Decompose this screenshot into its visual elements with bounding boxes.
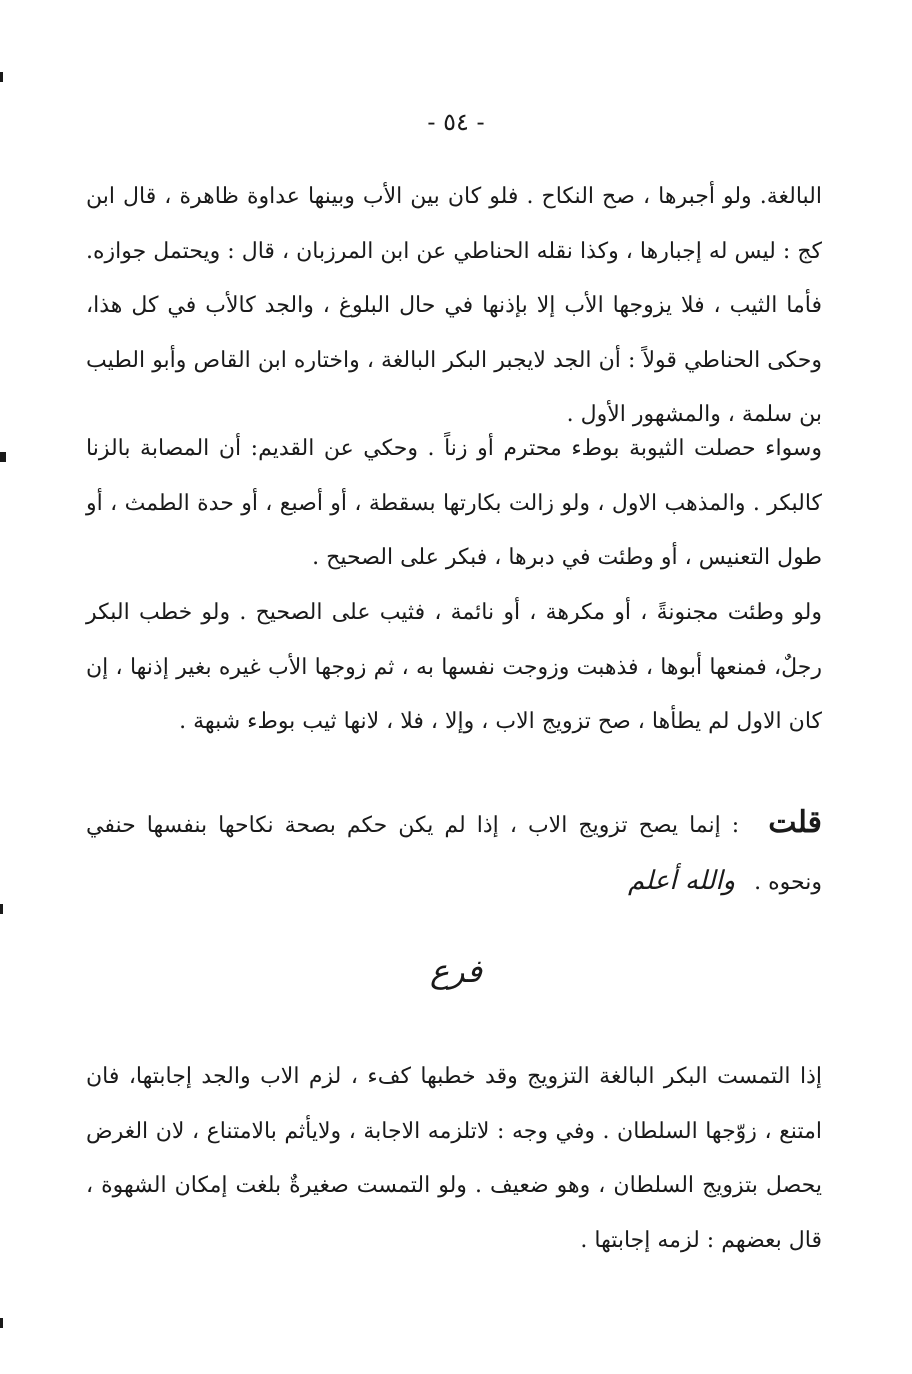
qult-label: قلت	[768, 805, 822, 840]
page-number: - ٥٤ -	[427, 108, 485, 136]
margin-mark	[0, 452, 6, 462]
closing-phrase: والله أعلم	[628, 865, 736, 896]
paragraph-5: إذا التمست البكر البالغة التزويج وقد خطبها كفء ، لزم الاب والجد إجابتها، فان امتنع ، زوّجها السلطان . وفي وجه : لاتلزمه الاجابة ، ولايأثم بالامتناع ، لان الغرض يحصل بتزويج السلطان ، وهو ضعيف . ولو التمست صغيرةٌ بلغت إمكان الشهوة ، قال بعضهم : لزمه إجابتها .	[86, 1064, 822, 1253]
paragraph-1: البالغة. ولو أجبرها ، صح النكاح . فلو كان بين الأب وبينها عداوة ظاهرة ، قال ابن كج : ليس له إجبارها ، وكذا نقله الحناطي عن ابن المرزبان ، قال : ويحتمل جوازه. فأما الثيب ، فلا يزوجها الأب إلا بإذنها في حال البلوغ ، والجد كالأب في كل هذا، وحكى الحناطي قولاً : أن الجد لايجبر البكر البالغة ، واختاره ابن القاص وأبو الطيب بن سلمة ، والمشهور الأول .	[86, 184, 822, 427]
margin-mark	[0, 72, 3, 82]
paragraph-4-body: : إنما يصح تزويج الاب ، إذا لم يكن حكم بصحة نكاحها بنفسها حنفي ونحوه .	[86, 813, 822, 895]
paragraph-3: ولو وطئت مجنونةً ، أو مكرهة ، أو نائمة ، فثيب على الصحيح . ولو خطب البكر رجلٌ، فمنعها أبوها ، فذهبت وزوجت نفسها به ، ثم زوجها الأب غيره بغير إذنها ، إن كان الاول لم يطأها ، صح تزويج الاب ، وإلا ، فلا ، لانها ثيب بوطء شبهة .	[86, 600, 822, 734]
margin-mark	[0, 904, 3, 914]
paragraph-4	[86, 796, 822, 910]
section-heading: فرع	[429, 952, 483, 990]
paragraph-2: وسواء حصلت الثيوبة بوطء محترم أو زناً . وحكي عن القديم: أن المصابة بالزنا كالبكر . والمذهب الاول ، ولو زالت بكارتها بسقطة ، أو أصبع ، أو حدة الطمث ، أو طول التعنيس ، أو وطئت في دبرها ، فبكر على الصحيح .	[86, 436, 822, 570]
margin-mark	[0, 1318, 3, 1328]
